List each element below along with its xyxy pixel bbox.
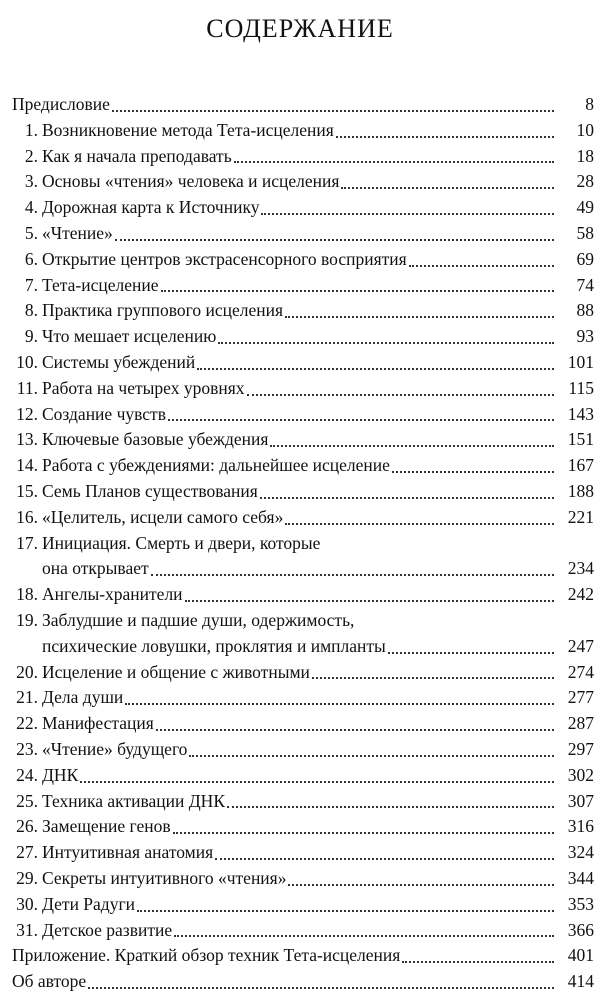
leader-dots bbox=[341, 186, 554, 189]
leader-dots bbox=[247, 393, 555, 396]
entry-number: 24. bbox=[16, 764, 38, 785]
entry-page-number: 49 bbox=[576, 197, 594, 218]
toc-entry[interactable] bbox=[12, 376, 594, 402]
entry-page-number: 242 bbox=[567, 584, 594, 605]
entry-number: 5. bbox=[24, 222, 38, 243]
entry-page-number: 247 bbox=[567, 635, 594, 656]
entry-number: 4. bbox=[24, 197, 38, 218]
entry-page-number: 93 bbox=[576, 326, 594, 347]
entry-number: 11. bbox=[16, 377, 38, 398]
entry-title: Инициация. Смерть и двери, которые bbox=[42, 532, 321, 553]
entry-title: Интуитивная анатомия bbox=[42, 842, 214, 863]
entry-number: 20. bbox=[16, 661, 38, 682]
toc-entry[interactable] bbox=[12, 660, 594, 686]
toc-entry[interactable] bbox=[12, 221, 594, 247]
entry-number: 30. bbox=[16, 893, 38, 914]
leader-dots bbox=[137, 909, 554, 912]
toc-entry[interactable] bbox=[12, 350, 594, 376]
toc-entry[interactable] bbox=[12, 247, 594, 273]
entry-number: 7. bbox=[24, 274, 38, 295]
entry-number: 23. bbox=[16, 738, 38, 759]
toc-entry[interactable] bbox=[12, 814, 594, 840]
leader-dots bbox=[227, 805, 554, 808]
entry-page-number: 414 bbox=[567, 971, 594, 992]
toc-entry[interactable] bbox=[12, 840, 594, 866]
leader-dots bbox=[336, 135, 554, 138]
entry-page-number: 115 bbox=[568, 377, 594, 398]
toc-entry-continuation[interactable] bbox=[12, 634, 594, 660]
leader-dots bbox=[197, 367, 554, 370]
entry-title: Секреты интуитивного «чтения» bbox=[42, 867, 287, 888]
entry-page-number: 167 bbox=[567, 455, 594, 476]
entry-title: Создание чувств bbox=[42, 403, 166, 424]
entry-number: 14. bbox=[16, 455, 38, 476]
entry-page-number: 74 bbox=[576, 274, 594, 295]
entry-page-number: 151 bbox=[567, 429, 594, 450]
entry-number: 2. bbox=[24, 145, 38, 166]
entry-number: 29. bbox=[16, 867, 38, 888]
entry-number: 27. bbox=[16, 842, 38, 863]
leader-dots bbox=[392, 470, 554, 473]
entry-number: 3. bbox=[24, 171, 38, 192]
page-title: СОДЕРЖАНИЕ bbox=[206, 14, 394, 43]
leader-dots bbox=[215, 857, 554, 860]
entry-number: 17. bbox=[16, 532, 38, 553]
toc-entry[interactable] bbox=[12, 427, 594, 453]
entry-page-number: 307 bbox=[567, 790, 594, 811]
entry-number: 15. bbox=[16, 480, 38, 501]
entry-page-number: 101 bbox=[567, 351, 594, 372]
entry-title-continued: психические ловушки, проклятия и импланты bbox=[42, 635, 386, 656]
toc-entry[interactable] bbox=[12, 582, 594, 608]
leader-dots bbox=[234, 160, 554, 163]
entry-number: 8. bbox=[24, 300, 38, 321]
entry-number: 21. bbox=[16, 687, 38, 708]
toc-entry[interactable] bbox=[12, 918, 594, 944]
entry-title: Открытие центров экстрасенсорного восприятия bbox=[42, 248, 407, 269]
toc-entry[interactable] bbox=[12, 298, 594, 324]
entry-title: Возникновение метода Тета-исцеления bbox=[42, 119, 334, 140]
leader-dots bbox=[185, 599, 554, 602]
entry-page-number: 297 bbox=[567, 738, 594, 759]
leader-dots bbox=[156, 728, 554, 731]
entry-title: Исцеление и общение с животными bbox=[42, 661, 310, 682]
toc-entry[interactable] bbox=[12, 144, 594, 170]
leader-dots bbox=[288, 883, 554, 886]
entry-number: 25. bbox=[16, 790, 38, 811]
entry-title: Работа на четырех уровнях bbox=[42, 377, 245, 398]
leader-dots bbox=[285, 315, 554, 318]
entry-title: Предисловие bbox=[12, 94, 110, 114]
entry-page-number: 10 bbox=[576, 119, 594, 140]
leader-dots bbox=[402, 960, 554, 963]
toc-entry[interactable] bbox=[12, 169, 594, 195]
leader-dots bbox=[260, 496, 554, 499]
leader-dots bbox=[115, 238, 554, 241]
leader-dots bbox=[80, 780, 554, 783]
entry-page-number: 28 bbox=[576, 171, 594, 192]
entry-title: Дорожная карта к Источнику bbox=[42, 197, 260, 218]
leader-dots bbox=[161, 289, 554, 292]
entry-page-number: 277 bbox=[567, 687, 594, 708]
entry-title: Системы убеждений bbox=[42, 351, 196, 372]
entry-title: Семь Планов существования bbox=[42, 480, 258, 501]
entry-title: Что мешает исцелению bbox=[42, 326, 217, 347]
entry-title: «Чтение» bbox=[42, 222, 113, 243]
toc-entry[interactable] bbox=[12, 608, 594, 634]
entry-title: ДНК bbox=[42, 764, 79, 785]
entry-page-number: 274 bbox=[567, 661, 594, 682]
toc-entry[interactable] bbox=[12, 531, 594, 557]
entry-page-number: 143 bbox=[567, 403, 594, 424]
leader-dots bbox=[261, 212, 554, 215]
toc-entry[interactable] bbox=[12, 685, 594, 711]
entry-title: Работа с убеждениями: дальнейшее исцеление bbox=[42, 455, 390, 476]
leader-dots bbox=[174, 934, 554, 937]
toc-entry[interactable] bbox=[12, 92, 594, 118]
leader-dots bbox=[388, 651, 554, 654]
leader-dots bbox=[112, 109, 554, 112]
entry-title: Детское развитие bbox=[42, 919, 173, 940]
entry-title: Ключевые базовые убеждения bbox=[42, 429, 269, 450]
leader-dots bbox=[125, 702, 554, 705]
entry-title: Дела души bbox=[42, 687, 124, 708]
entry-page-number: 234 bbox=[567, 558, 594, 579]
entry-number: 18. bbox=[16, 584, 38, 605]
entry-page-number: 302 bbox=[567, 764, 594, 785]
entry-number: 13. bbox=[16, 429, 38, 450]
toc-entry[interactable] bbox=[12, 943, 594, 969]
leader-dots bbox=[168, 418, 554, 421]
toc-entry[interactable] bbox=[12, 789, 594, 815]
toc-entry[interactable] bbox=[12, 453, 594, 479]
entry-page-number: 58 bbox=[576, 222, 594, 243]
entry-page-number: 69 bbox=[576, 248, 594, 269]
entry-page-number: 401 bbox=[567, 945, 594, 966]
entry-title: Как я начала преподавать bbox=[42, 145, 232, 166]
leader-dots bbox=[151, 573, 554, 576]
leader-dots bbox=[270, 444, 554, 447]
leader-dots bbox=[88, 986, 554, 989]
entry-title: Замещение генов bbox=[42, 816, 171, 837]
entry-page-number: 324 bbox=[567, 842, 594, 863]
toc-entry[interactable] bbox=[12, 195, 594, 221]
toc-entry[interactable] bbox=[12, 273, 594, 299]
entry-page-number: 88 bbox=[576, 300, 594, 321]
leader-dots bbox=[285, 522, 554, 525]
entry-page-number: 188 bbox=[567, 480, 594, 501]
entry-page-number: 287 bbox=[567, 713, 594, 734]
entry-number: 16. bbox=[16, 506, 38, 527]
entry-title: Ангелы-хранители bbox=[42, 584, 183, 605]
entry-title: «Чтение» будущего bbox=[42, 738, 188, 759]
toc-entry[interactable] bbox=[12, 763, 594, 789]
entry-page-number: 344 bbox=[567, 867, 594, 888]
entry-page-number: 366 bbox=[567, 919, 594, 940]
entry-number: 31. bbox=[16, 919, 38, 940]
entry-title: Приложение. Краткий обзор техник Тета-исцеления bbox=[12, 945, 401, 966]
toc-entry[interactable] bbox=[12, 711, 594, 737]
entry-title: Заблудшие и падшие души, одержимость, bbox=[42, 609, 355, 630]
entry-page-number: 221 bbox=[567, 506, 594, 527]
toc-entry-continuation[interactable] bbox=[12, 556, 594, 582]
entry-number: 1. bbox=[24, 119, 38, 140]
entry-title: Практика группового исцеления bbox=[42, 300, 284, 321]
toc-entry[interactable] bbox=[12, 479, 594, 505]
toc-entry[interactable] bbox=[12, 505, 594, 531]
entry-title-continued: она открывает bbox=[42, 558, 149, 579]
entry-page-number: 353 bbox=[567, 893, 594, 914]
toc-entry[interactable] bbox=[12, 737, 594, 763]
table-of-contents bbox=[12, 92, 594, 995]
toc-entry[interactable] bbox=[12, 866, 594, 892]
toc-entry[interactable] bbox=[12, 324, 594, 350]
entry-number: 22. bbox=[16, 713, 38, 734]
toc-entry[interactable] bbox=[12, 892, 594, 918]
entry-number: 26. bbox=[16, 816, 38, 837]
entry-title: «Целитель, исцели самого себя» bbox=[42, 506, 284, 527]
entry-number: 12. bbox=[16, 403, 38, 424]
entry-page-number: 316 bbox=[567, 816, 594, 837]
toc-entry[interactable] bbox=[12, 969, 594, 995]
leader-dots bbox=[173, 831, 554, 834]
leader-dots bbox=[218, 341, 554, 344]
entry-title: Основы «чтения» человека и исцеления bbox=[42, 171, 340, 192]
entry-title: Об авторе bbox=[12, 971, 87, 992]
toc-entry[interactable] bbox=[12, 118, 594, 144]
entry-title: Техника активации ДНК bbox=[42, 790, 225, 811]
entry-number: 9. bbox=[24, 326, 38, 347]
leader-dots bbox=[312, 676, 554, 679]
entry-number: 10. bbox=[16, 351, 38, 372]
entry-page-number: 18 bbox=[576, 145, 594, 166]
leader-dots bbox=[409, 264, 554, 267]
leader-dots bbox=[189, 754, 554, 757]
entry-number: 19. bbox=[16, 609, 38, 630]
entry-title: Манифестация bbox=[42, 713, 154, 734]
entry-title: Дети Радуги bbox=[42, 893, 136, 914]
toc-entry[interactable] bbox=[12, 402, 594, 428]
entry-page-number: 8 bbox=[585, 94, 594, 114]
entry-number: 6. bbox=[24, 248, 38, 269]
entry-title: Тета-исцеление bbox=[42, 274, 159, 295]
